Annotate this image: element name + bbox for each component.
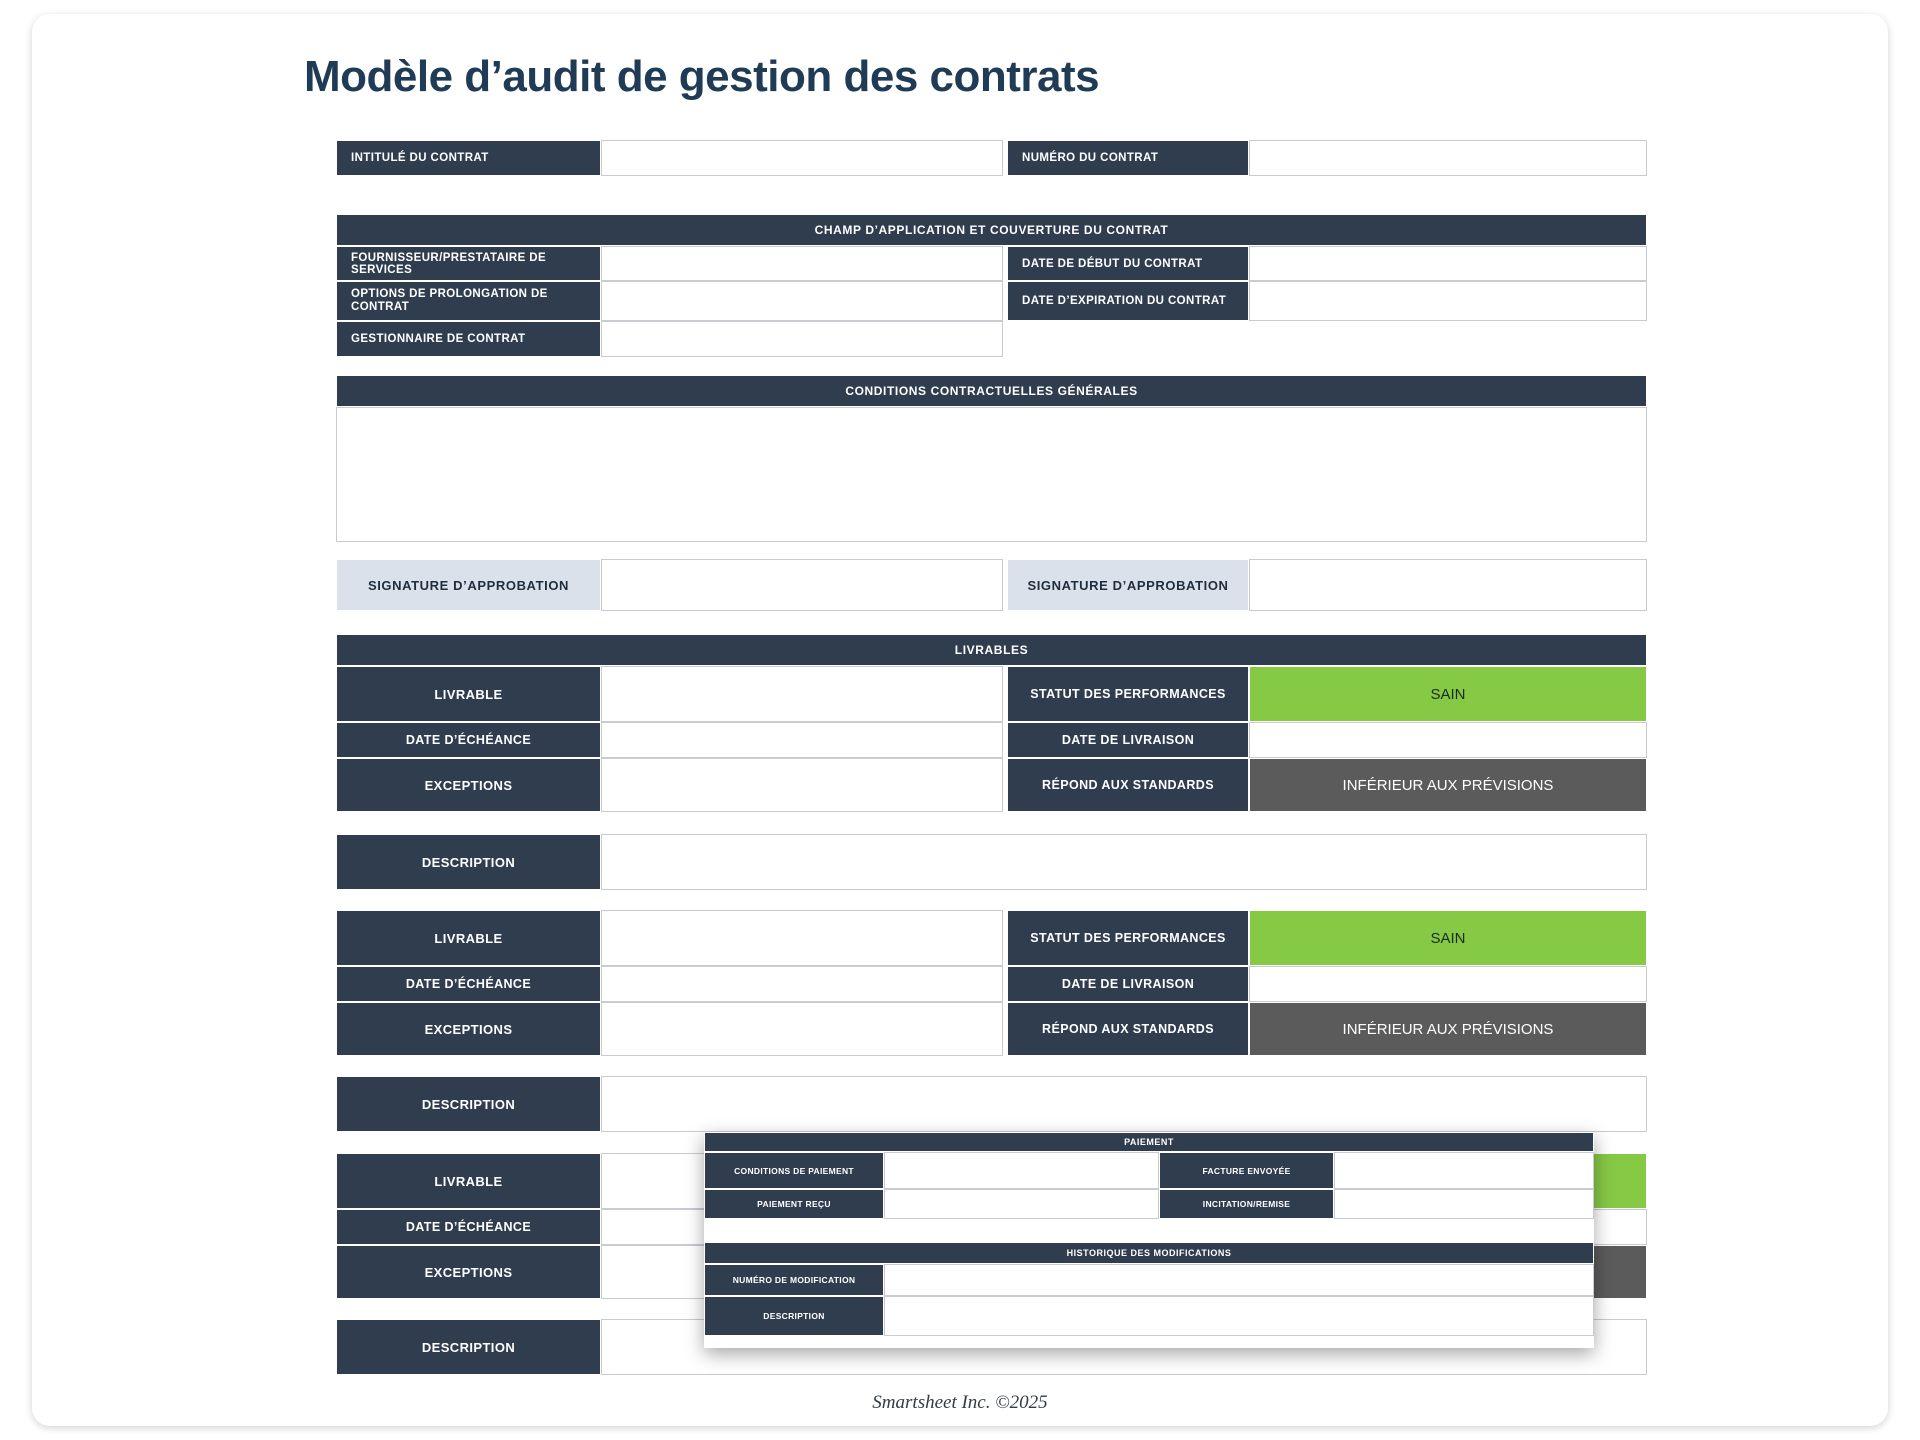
- approval-signature-left-input[interactable]: [601, 559, 1003, 611]
- incentive-discount-input[interactable]: [1334, 1189, 1594, 1219]
- modification-number-label: NUMÉRO DE MODIFICATION: [704, 1264, 884, 1296]
- contract-title-label: INTITULÉ DU CONTRAT: [336, 140, 601, 176]
- payment-terms-label: CONDITIONS DE PAIEMENT: [704, 1152, 884, 1189]
- description-input-1[interactable]: [601, 834, 1647, 890]
- meets-standards-value-2[interactable]: INFÉRIEUR AUX PRÉVISIONS: [1249, 1002, 1647, 1056]
- contract-manager-label: GESTIONNAIRE DE CONTRAT: [336, 321, 601, 357]
- page-title: Modèle d’audit de gestion des contrats: [304, 52, 1100, 101]
- exceptions-label-1: EXCEPTIONS: [336, 758, 601, 812]
- description-label-2: DESCRIPTION: [336, 1076, 601, 1132]
- exceptions-label-3: EXCEPTIONS: [336, 1245, 601, 1299]
- expiration-date-label: DATE D’EXPIRATION DU CONTRAT: [1007, 281, 1249, 321]
- approval-signature-right-label: SIGNATURE D’APPROBATION: [1007, 559, 1249, 611]
- exceptions-input-2[interactable]: [601, 1002, 1003, 1056]
- description-input-2[interactable]: [601, 1076, 1647, 1132]
- delivery-date-input-2[interactable]: [1249, 966, 1647, 1002]
- deliverables-heading: LIVRABLES: [336, 634, 1647, 666]
- payment-received-label: PAIEMENT REÇU: [704, 1189, 884, 1219]
- contract-manager-input[interactable]: [601, 321, 1003, 357]
- delivery-date-label-1: DATE DE LIVRAISON: [1007, 722, 1249, 758]
- delivery-date-input-1[interactable]: [1249, 722, 1647, 758]
- description-label-1: DESCRIPTION: [336, 834, 601, 890]
- meets-standards-value-1[interactable]: INFÉRIEUR AUX PRÉVISIONS: [1249, 758, 1647, 812]
- expiration-date-input[interactable]: [1249, 281, 1647, 321]
- terms-heading: CONDITIONS CONTRACTUELLES GÉNÉRALES: [336, 375, 1647, 407]
- payment-terms-input[interactable]: [884, 1152, 1159, 1189]
- invoice-sent-input[interactable]: [1334, 1152, 1594, 1189]
- due-date-label-1: DATE D’ÉCHÉANCE: [336, 722, 601, 758]
- description-label-3: DESCRIPTION: [336, 1319, 601, 1375]
- modification-description-input[interactable]: [884, 1296, 1594, 1336]
- footer-copyright: Smartsheet Inc. ©2025: [872, 1392, 1048, 1413]
- deliverable-input-2[interactable]: [601, 910, 1003, 966]
- approval-signature-right-input[interactable]: [1249, 559, 1647, 611]
- start-date-input[interactable]: [1249, 246, 1647, 281]
- deliverable-label-3: LIVRABLE: [336, 1153, 601, 1209]
- contract-number-input[interactable]: [1249, 140, 1647, 176]
- extension-options-input[interactable]: [601, 281, 1003, 321]
- terms-textarea[interactable]: [336, 407, 1647, 542]
- payment-heading: PAIEMENT: [704, 1132, 1594, 1152]
- deliverable-label-1: LIVRABLE: [336, 666, 601, 722]
- performance-status-label-2: STATUT DES PERFORMANCES: [1007, 910, 1249, 966]
- due-date-label-3: DATE D’ÉCHÉANCE: [336, 1209, 601, 1245]
- modification-number-input[interactable]: [884, 1264, 1594, 1296]
- meets-standards-label-1: RÉPOND AUX STANDARDS: [1007, 758, 1249, 812]
- approval-signature-left-label: SIGNATURE D’APPROBATION: [336, 559, 601, 611]
- due-date-label-2: DATE D’ÉCHÉANCE: [336, 966, 601, 1002]
- due-date-input-1[interactable]: [601, 722, 1003, 758]
- delivery-date-label-2: DATE DE LIVRAISON: [1007, 966, 1249, 1002]
- exceptions-label-2: EXCEPTIONS: [336, 1002, 601, 1056]
- payment-overlay-card[interactable]: [704, 1132, 1594, 1348]
- modification-description-label: DESCRIPTION: [704, 1296, 884, 1336]
- supplier-input[interactable]: [601, 246, 1003, 281]
- deliverable-input-1[interactable]: [601, 666, 1003, 722]
- scope-section-heading: CHAMP D’APPLICATION ET COUVERTURE DU CONTRAT: [336, 214, 1647, 246]
- meets-standards-label-2: RÉPOND AUX STANDARDS: [1007, 1002, 1249, 1056]
- performance-status-label-1: STATUT DES PERFORMANCES: [1007, 666, 1249, 722]
- exceptions-input-1[interactable]: [601, 758, 1003, 812]
- payment-received-input[interactable]: [884, 1189, 1159, 1219]
- document-sheet: [32, 14, 1888, 1426]
- performance-status-value-2[interactable]: SAIN: [1249, 910, 1647, 966]
- contract-title-input[interactable]: [601, 140, 1003, 176]
- deliverable-label-2: LIVRABLE: [336, 910, 601, 966]
- due-date-input-2[interactable]: [601, 966, 1003, 1002]
- performance-status-value-1[interactable]: SAIN: [1249, 666, 1647, 722]
- contract-number-label: NUMÉRO DU CONTRAT: [1007, 140, 1249, 176]
- modification-history-heading: HISTORIQUE DES MODIFICATIONS: [704, 1242, 1594, 1264]
- start-date-label: DATE DE DÉBUT DU CONTRAT: [1007, 246, 1249, 281]
- invoice-sent-label: FACTURE ENVOYÉE: [1159, 1152, 1334, 1189]
- extension-options-label: OPTIONS DE PROLONGATION DE CONTRAT: [336, 281, 601, 321]
- supplier-label: FOURNISSEUR/PRESTATAIRE DE SERVICES: [336, 246, 601, 281]
- incentive-discount-label: INCITATION/REMISE: [1159, 1189, 1334, 1219]
